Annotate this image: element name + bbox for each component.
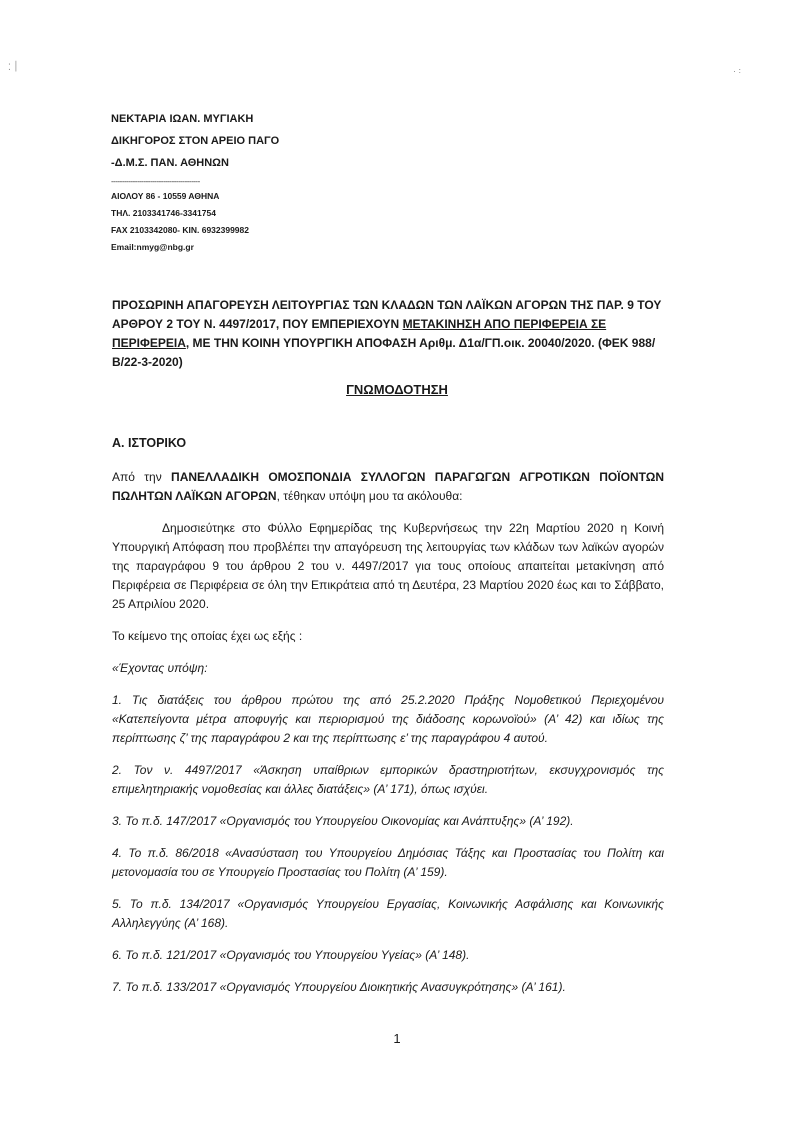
document-subject (112, 296, 672, 372)
paragraph-text-intro: Το κείμενο της οποίας έχει ως εξής : (112, 629, 303, 643)
document-heading: ΓΝΩΜΟΔΟΤΗΣΗ (346, 382, 448, 397)
document-body (112, 468, 664, 1010)
lawyer-bar-association: -Δ.Μ.Σ. ΠΑΝ. ΑΘΗΝΩΝ (111, 157, 229, 169)
page-number: 1 (393, 1031, 401, 1046)
section-title: Α. ΙΣΤΟΡΙΚΟ (112, 436, 187, 450)
list-item: 1. Τις διατάξεις του άρθρου πρώτου της από 25.2.2020 Πράξης Νομοθετικού Περιεχομένου «Κατεπείγοντα μέτρα αποφυγής και περιορισμού της διάδοσης κορωνοϊού» (Α’ 42) και ιδίως της περίπτωσης ζ’ της παραγράφου 2 και της περίπτωσης ε’ της παραγράφου 4 αυτού. (112, 693, 664, 745)
email: Email:nmyg@nbg.gr (111, 242, 194, 252)
federation-name: ΠΑΝΕΛΛΑΔΙΚΗ ΟΜΟΣΠΟΝΔΙΑ ΣΥΛΛΟΓΩΝ ΠΑΡΑΓΩΓΩΝ ΑΓΡΟΤΙΚΩΝ ΠΟΪΟΝΤΩΝ ΠΩΛΗΤΩΝ ΛΑΪΚΩΝ ΑΓΟΡΩΝ (112, 470, 664, 503)
scan-specks-right: · ꞉ (733, 66, 741, 76)
subject-part-2: , ΜΕ ΤΗΝ ΚΟΙΝΗ ΥΠΟΥΡΓΙΚΗ ΑΠΟΦΑΣΗ Αριθμ. Δ1α/ΓΠ.οικ. 20040/2020. (ΦΕΚ 988/Β/22-3-2020) (112, 336, 656, 369)
list-item: 4. Το π.δ. 86/2018 «Ανασύσταση του Υπουργείου Δημόσιας Τάξης και Προστασίας του Πολίτη και μετονομασία του σε Υπουργείο Προστασίας του Πολίτη (Α’ 159). (112, 846, 664, 879)
lawyer-role: ΔΙΚΗΓΟΡΟΣ ΣΤΟΝ ΑΡΕΙΟ ΠΑΓΟ (111, 135, 280, 147)
list-item: 6. Το π.δ. 121/2017 «Οργανισμός του Υπουργείου Υγείας» (Α’ 148). (112, 948, 470, 962)
lawyer-name: ΝΕΚΤΑΡΙΑ ΙΩΑΝ. ΜΥΓΙΑΚΗ (111, 113, 254, 125)
paragraph-publication: Δημοσιεύτηκε στο Φύλλο Εφημερίδας της Κυβερνήσεως την 22η Μαρτίου 2020 η Κοινή Υπουργική Απόφαση που προβλέπει την απαγόρευση της λειτουργίας των κλάδων των λαϊκών αγορών της παραγράφου 9 του άρθρου 2 του ν. 4497/2017 για τους οποίους απαιτείται μετακίνηση από Περιφέρεια σε Περιφέρεια σε όλη την Επικράτεια από τη Δευτέρα, 23 Μαρτίου 2020 έως και το Σάββατο, 25 Απριλίου 2020. (112, 521, 664, 611)
scan-specks-left: ⁚ ׀ (8, 62, 19, 72)
list-item: 5. Το π.δ. 134/2017 «Οργανισμός Υπουργείου Εργασίας, Κοινωνικής Ασφάλισης και Κοινωνικής Αλληλεγγύης (Α’ 168). (112, 897, 664, 930)
quote-lead: «Έχοντας υπόψη: (112, 661, 208, 675)
subject-part-1: ΠΡΟΣΩΡΙΝΗ ΑΠΑΓΟΡΕΥΣΗ ΛΕΙΤΟΥΡΓΙΑΣ ΤΩΝ ΚΛΑΔΩΝ ΤΩΝ ΛΑΪΚΩΝ ΑΓΟΡΩΝ ΤΗΣ ΠΑΡ. 9 ΤΟΥ ΑΡΘΡΟΥ 2 ΤΟΥ Ν. 4497/2017, ΠΟΥ ΕΜΠΕΡΙΕΧΟΥΝ (112, 298, 662, 331)
phone: ΤΗΛ. 2103341746-3341754 (111, 208, 216, 218)
list-item: 3. Το π.δ. 147/2017 «Οργανισμός του Υπουργείου Οικονομίας και Ανάπτυξης» (Α’ 192). (112, 814, 574, 828)
intro-paragraph: Από την ΠΑΝΕΛΛΑΔΙΚΗ ΟΜΟΣΠΟΝΔΙΑ ΣΥΛΛΟΓΩΝ ΠΑΡΑΓΩΓΩΝ ΑΓΡΟΤΙΚΩΝ ΠΟΪΟΝΤΩΝ ΠΩΛΗΤΩΝ ΛΑΪΚΩΝ ΑΓΟΡΩΝ, τέθηκαν υπόψη μου τα ακόλουθα: (112, 470, 664, 503)
subject-underlined: ΜΕΤΑΚΙΝΗΣΗ ΑΠΟ ΠΕΡΙΦΕΡΕΙΑ ΣΕ ΠΕΡΙΦΕΡΕΙΑ (112, 317, 607, 350)
letterhead (111, 108, 279, 256)
list-item: 2. Τον ν. 4497/2017 «Άσκηση υπαίθριων εμπορικών δραστηριοτήτων, εκσυγχρονισμός της επιμελητηριακής νομοθεσίας και άλλες διατάξεις» (Α’ 171), όπως ισχύει. (112, 763, 664, 796)
list-item: 7. Το π.δ. 133/2017 «Οργανισμός Υπουργείου Διοικητικής Ανασυγκρότησης» (Α’ 161). (112, 980, 566, 994)
fax: FAX 2103342080- ΚΙΝ. 6932399982 (111, 225, 249, 235)
letterhead-divider: ----------------------------------------- (111, 177, 200, 186)
address: ΑΙΟΛΟΥ 86 - 10559 ΑΘΗΝΑ (111, 191, 220, 201)
